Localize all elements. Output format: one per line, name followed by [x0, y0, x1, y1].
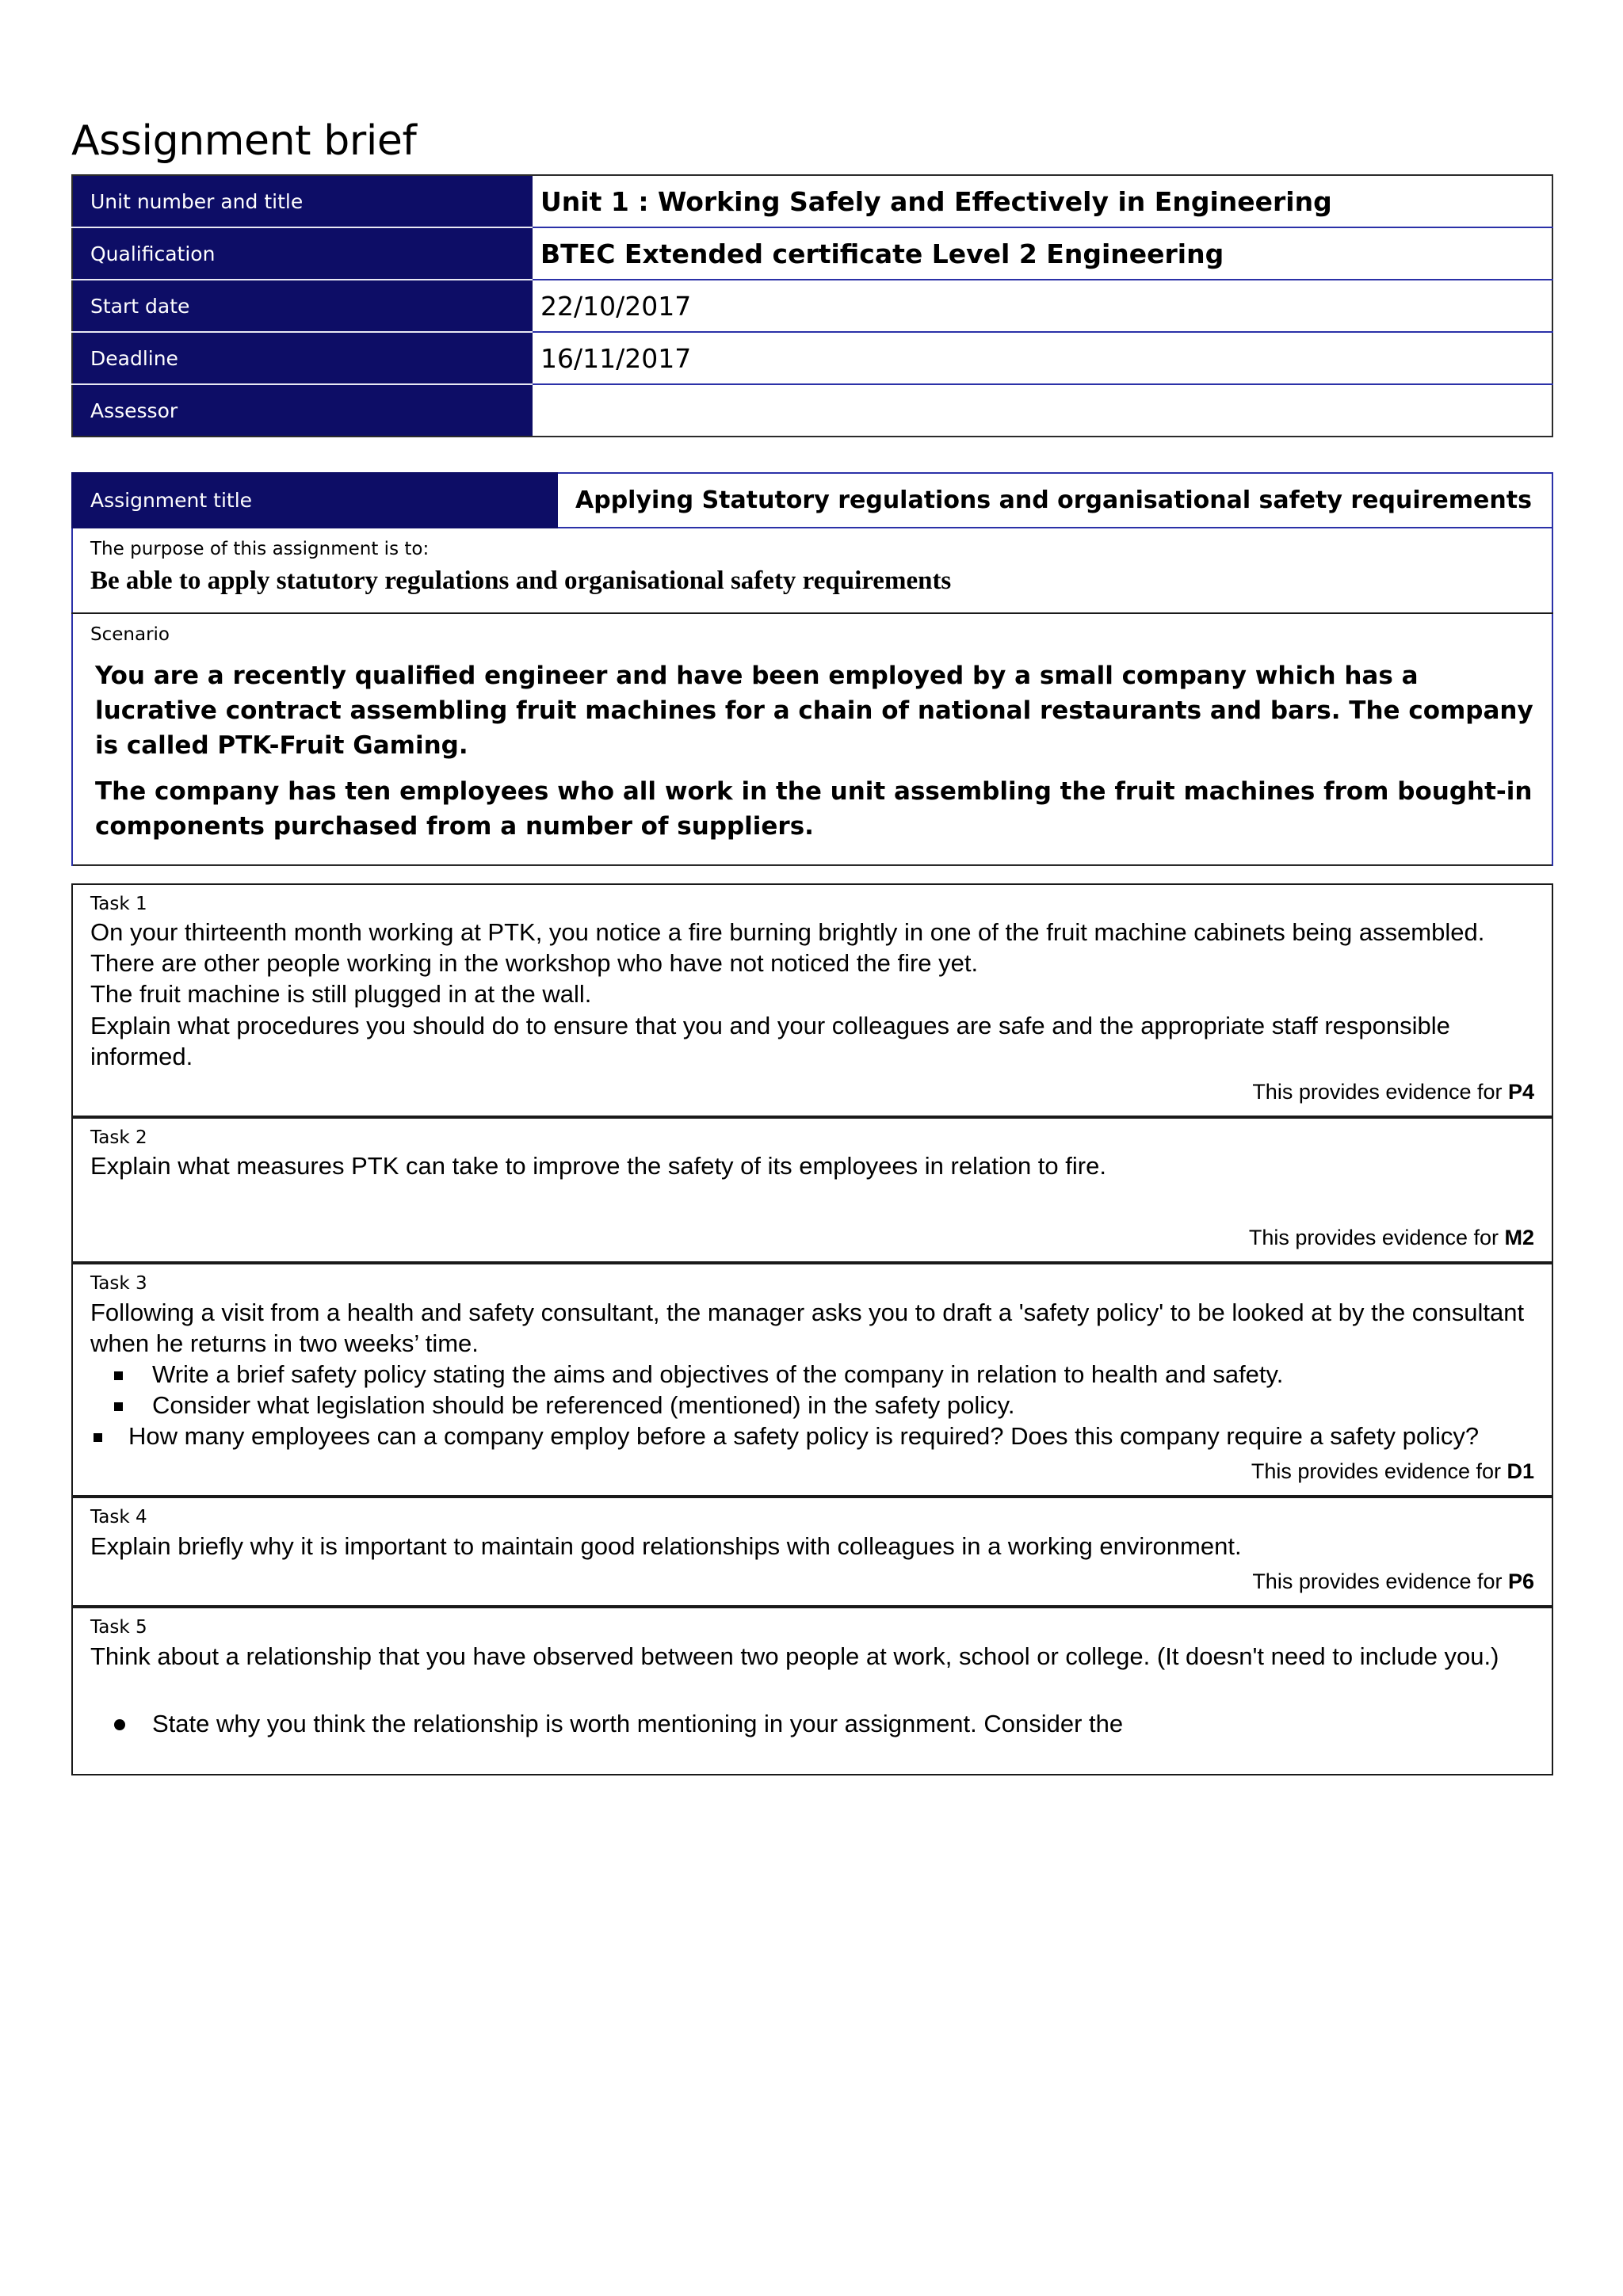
square-bullet-icon — [114, 1402, 123, 1411]
scenario-label: Scenario — [90, 624, 170, 645]
field-label-deadline: Deadline — [72, 332, 533, 384]
table-row — [72, 227, 1552, 280]
task-block-2 — [71, 1117, 1553, 1264]
purpose-main-text: Be able to apply statutory regulations and organisational safety requirements — [90, 566, 952, 595]
table-row — [72, 384, 1552, 437]
task-label-5: Task 5 — [90, 1617, 147, 1638]
field-label-start-date: Start date — [72, 280, 533, 332]
evidence-code-1: P4 — [1507, 1079, 1534, 1104]
task-paragraph-4-1: Explain briefly why it is important to maintain good relationships with colleagues in a working environment. — [90, 1532, 1242, 1561]
evidence-code-2: M2 — [1504, 1226, 1534, 1250]
evidence-prefix-2: This provides evidence for — [1248, 1226, 1505, 1250]
table-row — [72, 613, 1552, 865]
task-label-3: Task 3 — [90, 1273, 147, 1295]
task-block-1 — [71, 883, 1553, 1117]
list-item-text: How many employees can a company employ before a safety policy is required? Does this company require a safety policy? — [128, 1422, 1480, 1451]
field-value-assessor — [533, 384, 1552, 437]
list-item-text: Write a brief safety policy stating the aims and objectives of the company in relation to health and safety. — [152, 1360, 1284, 1389]
purpose-lead-text: The purpose of this assignment is to: — [90, 539, 430, 559]
task-block-3 — [71, 1263, 1553, 1497]
task-block-5 — [71, 1607, 1553, 1775]
assignment-brief-table — [71, 472, 1553, 866]
field-value-unit-number-and-title: Unit 1 : Working Safely and Effectively in Engineering — [533, 175, 1552, 227]
task-paragraph-1-1: On your thirteenth month working at PTK, you notice a fire burning brightly in one of the fruit machine cabinets being assembled. There are other people working in the workshop who have not noticed the fire yet. — [90, 918, 1485, 978]
evidence-prefix-4: This provides evidence for — [1252, 1569, 1508, 1594]
table-row — [72, 280, 1552, 332]
spacer — [90, 1181, 1534, 1218]
task-3-bullet-list — [90, 1359, 1534, 1451]
spacer — [90, 1672, 1534, 1708]
evidence-prefix-3: This provides evidence for — [1251, 1459, 1507, 1484]
task-paragraph-1-2: The fruit machine is still plugged in at the wall. — [90, 980, 592, 1009]
evidence-line-4 — [90, 1569, 1534, 1594]
evidence-prefix-1: This provides evidence for — [1252, 1079, 1508, 1104]
field-label-qualification: Qualification — [72, 227, 533, 280]
evidence-code-4: P6 — [1507, 1569, 1534, 1594]
field-label-assessor: Assessor — [72, 384, 533, 437]
task-label-2: Task 2 — [90, 1127, 147, 1148]
scenario-cell — [72, 613, 1552, 865]
table-row — [72, 528, 1552, 613]
task-paragraph-5-1: Think about a relationship that you have observed between two people at work, school or college. (It doesn't need to include you.) — [90, 1642, 1499, 1670]
list-item — [90, 1359, 1534, 1390]
field-value-qualification: BTEC Extended certificate Level 2 Engineering — [533, 227, 1552, 280]
list-item — [90, 1708, 1534, 1739]
evidence-code-3: D1 — [1507, 1459, 1534, 1484]
field-value-start-date: 22/10/2017 — [533, 280, 1552, 332]
field-label-assignment-title: Assignment title — [72, 473, 557, 528]
scenario-paragraph-1: You are a recently qualified engineer and have been employed by a small company which has a lucrative contract assembling fruit machines for a chain of national restaurants and bars. The company is called PTK-Fruit Gaming. — [95, 661, 1533, 760]
list-item-text: State why you think the relationship is worth mentioning in your assignment. Consider the — [152, 1709, 1124, 1737]
square-bullet-icon — [94, 1433, 102, 1442]
table-row — [72, 473, 1552, 528]
task-list-container — [71, 883, 1553, 1775]
task-label-1: Task 1 — [90, 893, 147, 914]
list-item — [90, 1421, 1534, 1451]
page-title: Assignment brief — [71, 117, 417, 165]
task-block-4 — [71, 1497, 1553, 1607]
field-value-deadline: 16/11/2017 — [533, 332, 1552, 384]
task-paragraph-3-1: Following a visit from a health and safety consultant, the manager asks you to draft a 'safety policy' to be looked at by the consultant when he returns in two weeks’ time. — [90, 1299, 1525, 1358]
evidence-line-3 — [90, 1459, 1534, 1484]
purpose-cell — [72, 528, 1552, 613]
evidence-line-2 — [90, 1226, 1534, 1250]
field-value-assignment-title: Applying Statutory regulations and organisational safety requirements — [557, 473, 1552, 528]
task-paragraph-2-1: Explain what measures PTK can take to improve the safety of its employees in relation to fire. — [90, 1152, 1106, 1180]
round-bullet-icon — [114, 1719, 125, 1730]
square-bullet-icon — [114, 1371, 123, 1380]
list-item — [90, 1390, 1534, 1421]
task-label-4: Task 4 — [90, 1507, 147, 1528]
unit-info-table — [71, 174, 1553, 437]
field-label-unit-number-and-title: Unit number and title — [72, 175, 533, 227]
table-row — [72, 332, 1552, 384]
list-item-text: Consider what legislation should be referenced (mentioned) in the safety policy. — [152, 1391, 1015, 1420]
scenario-paragraph-2: The company has ten employees who all work in the unit assembling the fruit machines from bought-in components purchased from a number of suppliers. — [95, 776, 1533, 841]
evidence-line-1 — [90, 1080, 1534, 1104]
task-paragraph-1-3: Explain what procedures you should do to ensure that you and your colleagues are safe and the appropriate staff responsible informed. — [90, 1011, 1450, 1070]
task-5-bullet-list — [90, 1708, 1534, 1739]
table-row — [72, 175, 1552, 227]
